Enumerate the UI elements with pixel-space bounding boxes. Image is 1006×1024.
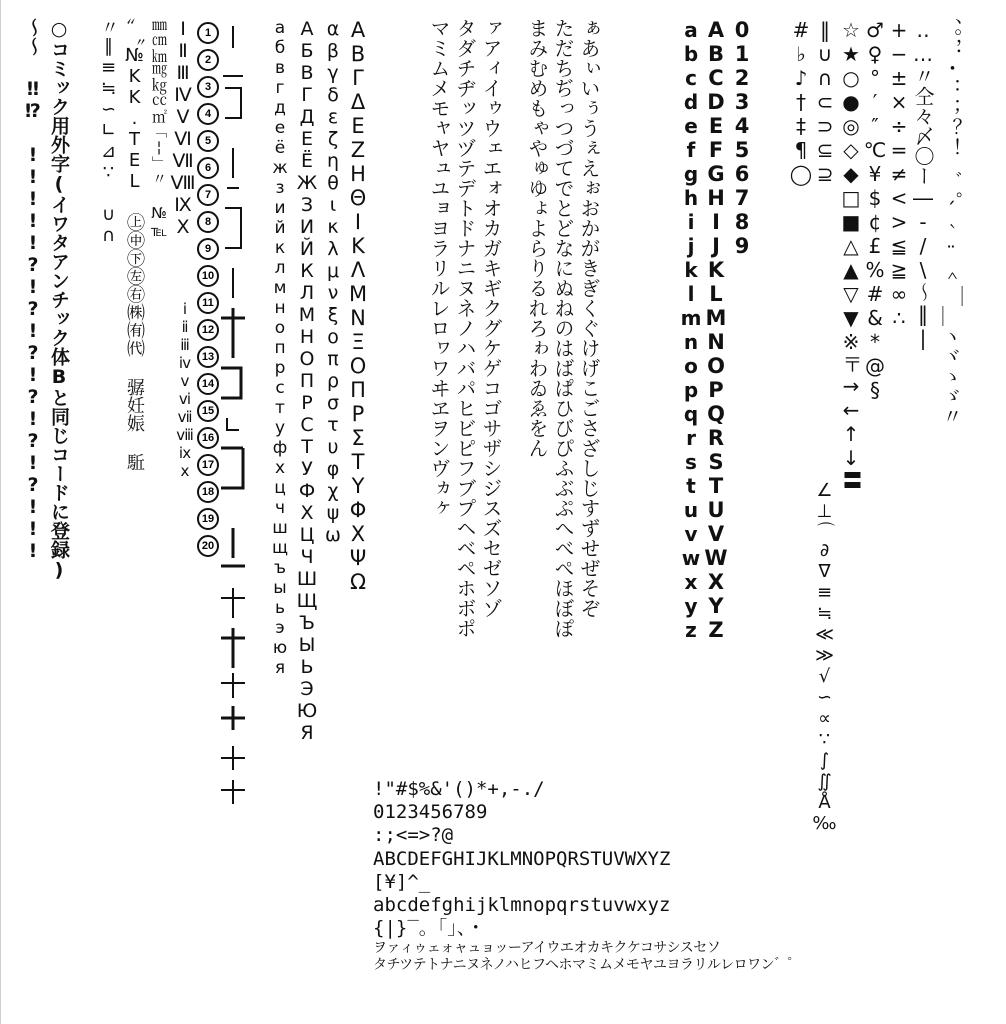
roman-upper-text: ⅠⅡⅢⅣⅤⅥⅦⅧⅨⅩ [172,18,194,238]
roman-upper-column [173,18,192,238]
symbols-column-1 [791,18,811,186]
punctuation-column [941,18,961,426]
math-column [815,480,833,834]
circled-number: 19 [197,508,219,530]
extra-glyphs-1-text: 〃∥≡≒∽∟⊿∵ ∪∩ [98,18,119,246]
ascii-sample-block [373,778,803,974]
latin-lower-column [681,18,701,642]
symbols-5-text: +−±×÷=≠<>≦≧∞∴ [887,18,911,330]
circled-number: 12 [197,319,219,341]
symbols-3-text: ☆★○●◎◇◆□■△▲▽▼※〒→←↑↓〓 [839,18,863,490]
ascii-row: abcdefghijklmnopqrstuvwxyz [373,893,671,916]
symbols-column-2 [815,18,835,186]
circled-number: 18 [197,481,219,503]
extra-glyphs-2-text: 〟〝№KK.TEL ㊤㊥㊦㊧㊨㈱㈲㈹ 骣妊娠 駈 [124,18,145,471]
hiragana-3-text: まみむめもゃやゅゆょよらりるれろゎわゐゑをん [525,18,549,458]
cyrillic-upper-column [297,18,316,744]
circled-number: 15 [197,400,219,422]
katakana-column-3 [429,18,449,518]
ascii-row: {|}‾。「」、・ [373,917,486,940]
extra-glyphs-1 [99,18,117,246]
title-column-2 [49,18,68,581]
units-text: ㎜㎝㎞㎎㎏㏄㎡「¦」〃 №℡ [150,18,168,240]
extra-glyphs-2 [125,18,143,471]
cyrillic-upper-text: АБВГДЕЁЖЗИЙКЛМНОПРСТУФХЦЧШЩЪЫЬЭЮЯ [296,18,318,744]
circled-number: 16 [197,427,219,449]
latin-upper-column [705,18,726,642]
circled-number: 9 [197,238,219,260]
circled-number: 17 [197,454,219,476]
circled-number: 3 [197,76,219,98]
box-drawing-column [213,18,249,808]
ascii-row: [¥]^_ [373,870,431,893]
symbols-4-text: ♂♀°′″℃¥$¢£%#&*@§ [863,18,887,402]
symbols-1-text: #♭♪†‡¶◯ [789,18,813,186]
circled-number: 6 [197,157,219,179]
symbols-column-4 [865,18,885,402]
greek-upper-column [347,18,368,594]
cyrillic-lower-text: абвгдеёжзийклмнопрстуфхцчшщъыьэюя [270,18,290,678]
katakana-3-text: マミムメモャヤュユョヨラリルレロヮワヰヱヲンヴヵヶ [427,18,451,518]
symbols-column-5 [889,18,909,330]
box-drawing-glyphs [213,18,249,808]
circled-number: 5 [197,130,219,152]
circled-number: 10 [197,265,219,287]
ascii-row: :;<=>?@ [373,824,454,847]
hiragana-column-3 [527,18,547,458]
units-column [151,18,166,240]
katakana-1-text: ァアィイゥウェエォオカガキギクグケゲコゴサザシジスズセゼソゾ [479,18,503,618]
circled-number: 14 [197,373,219,395]
font-title: ○コミック用外字(イワタアンチック体Bと同じコードに登録) [48,18,70,581]
circled-number: 20 [197,535,219,557]
greek-upper-text: ΑΒΓΔΕΖΗΘΙΚΛΜΝΞΟΠΡΣΤΥΦΧΨΩ [346,18,370,594]
symbols-column-3 [841,18,861,490]
hiragana-column-2 [553,18,573,638]
circled-number: 2 [197,49,219,71]
ascii-row: !"#$%&'()*+,-./ [373,778,545,800]
digits-text: 0123456789 [730,18,754,258]
ascii-row: タチツテトナニヌネノハヒフヘホマミムメモヤユヨラリルレロワン゛゜ [373,957,802,974]
circled-number: 1 [197,22,219,44]
latin-lower-text: abcdefghijklmnopqrstuvwxyz [679,18,703,642]
circled-number: 13 [197,346,219,368]
symbols-6-text: ‥…〃仝々〆〇ー―‐/\〜‖| [911,18,935,350]
roman-lower-column [177,300,192,480]
symbols-column-6 [913,18,933,350]
circled-number: 8 [197,211,219,233]
digits-column [731,18,752,258]
punctuation-text: 、。，．・：；？！゛゜´｀¨＾￣＿ヽヾゝゞ〃 [939,18,963,426]
ascii-row: ABCDEFGHIJKLMNOPQRSTUVWXYZ [373,847,671,870]
katakana-2-text: タダチヂッツヅテデトドナニヌネノハバパヒビピフブプヘベペホボポ [453,18,477,638]
circled-number: 4 [197,103,219,125]
circled-number: 7 [197,184,219,206]
hiragana-1-text: ぁあぃいぅうぇえぉおかがきぎくぐけげこごさざしじすずせぜそぞ [577,18,601,618]
circled-number: 11 [197,292,219,314]
roman-lower-text: ⅰⅱⅲⅳⅴⅵⅶⅷⅸⅹ [176,300,194,480]
ascii-row: ヲァィゥェォャュョッーアイウエオカキクケコサシスセソ [373,940,721,957]
title-column [23,18,42,562]
greek-lower-column [323,18,342,546]
greek-lower-text: αβγδεζηθικλμνξοπρστυφχψω [322,18,344,546]
symbols-2-text: ‖∪∩⊂⊃⊆⊇ [813,18,837,186]
hiragana-column-1 [579,18,599,618]
cyrillic-lower-column [271,18,288,678]
hiragana-2-text: ただちぢっつづてでとどなにぬねのはばぱひびぴふぶぷへべぺほぼぽ [551,18,575,638]
latin-upper-text: ABCDEFGHIJKLMNOPQRSTUVWXYZ [704,18,728,642]
math-text: ∠⊥⌒∂∇≡≒≪≫√∽∝∵∫∬Å‰ [814,480,835,834]
ascii-row: 0123456789 [373,801,488,824]
symbols-line: 〜〜 ‼⁉︎ !!!!!?!?!?!?!?!?!!! [22,18,44,562]
katakana-column-1 [481,18,501,618]
katakana-column-2 [455,18,475,638]
